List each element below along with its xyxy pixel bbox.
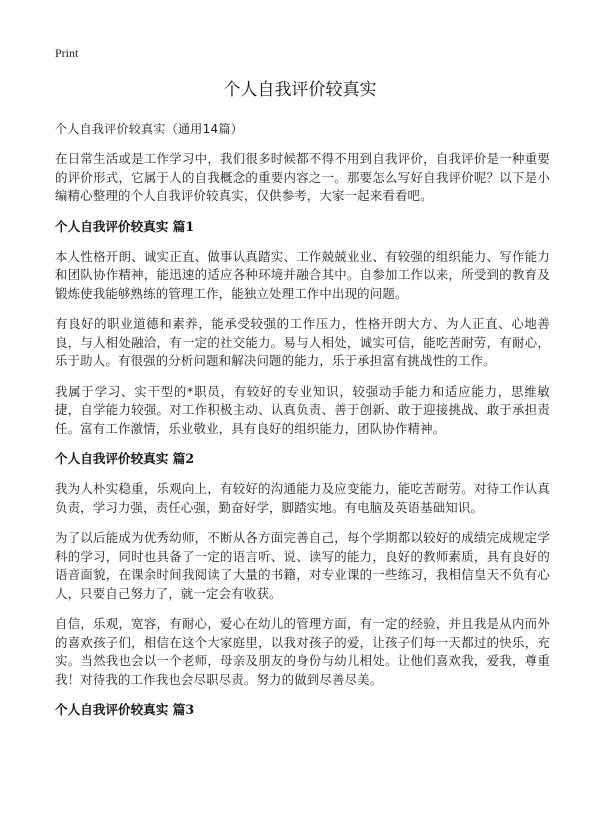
document-subtitle: 个人自我评价较真实（通用14篇） (55, 122, 244, 136)
document-body (55, 121, 550, 731)
section-2-paragraph-2: 为了以后能成为优秀幼师，不断从各方面完善自己，每个学期都以较好的成绩完成规定学科的学习，同时也具备了一定的语言听、说、读写的能力，良好的教师素质，具有良好的语音面貌，在课余时间我阅读了大量的书籍，对专业课的一些练习，我相信皇天不负有心人，只要自己努力了，就一定会有收获。 (55, 530, 550, 601)
section-1-paragraph-2: 有良好的职业道德和素养，能承受较强的工作压力，性格开朗大方、为人正直、心地善良，与人相处融洽，有一定的社交能力。易与人相处，诚实可信，能吃苦耐劳，有耐心，乐于助人。有很强的分析问题和解决问题的能力，乐于承担富有挑战性的工作。 (55, 316, 550, 368)
section-1-paragraph-3: 我属于学习、实干型的*职员，有较好的专业知识，较强动手能力和适应能力，思维敏捷，自学能力较强。对工作积极主动、认真负责、善于创新、敢于迎接挑战、敢于承担责任。富有工作激情，乐业敬业，具有良好的组织能力，团队协作精神。 (55, 383, 550, 436)
section-2-paragraph-3: 自信，乐观，宽容，有耐心，爱心在幼儿的管理方面，有一定的经验，并且我是从内而外的喜欢孩子们，相信在这个大家庭里，以我对孩子的爱，让孩子们每一天都过的快乐，充实。当然我也会以一个老师，母亲及朋友的身份与幼儿相处。让他们喜欢我，爱我，尊重我！对待我的工作我也会尽职尽责。努力的做到尽善尽美。 (55, 616, 550, 687)
section-heading-1: 个人自我评价较真实 篇1 (55, 218, 195, 234)
print-link[interactable]: Print (55, 46, 79, 60)
intro-paragraph: 在日常生活或是工作学习中，我们很多时候都不得不用到自我评价，自我评价是一种重要的评价形式，它属于人的自我概念的重要内容之一。那要怎么写好自我评价呢？以下是小编精心整理的个人自我评价较真实，仅供参考，大家一起来看看吧。 (55, 151, 550, 203)
section-2-paragraph-1: 我为人朴实稳重，乐观向上，有较好的沟通能力及应变能力，能吃苦耐劳。对待工作认真负责，学习力强，责任心强，勤奋好学，脚踏实地。有电脑及英语基础知识。 (55, 481, 550, 515)
section-1-paragraph-1: 本人性格开朗、诚实正直、做事认真踏实、工作兢兢业业、有较强的组织能力、写作能力和团队协作精神，能迅速的适应各种环境并融合其中。自参加工作以来，所受到的教育及锻炼使我能够熟练的管理工作，能独立处理工作中出现的问题。 (55, 248, 550, 301)
section-heading-3: 个人自我评价较真实 篇3 (55, 702, 195, 717)
section-heading-2: 个人自我评价较真实 篇2 (55, 451, 195, 466)
page-title: 个人自我评价较真实 (223, 80, 377, 100)
